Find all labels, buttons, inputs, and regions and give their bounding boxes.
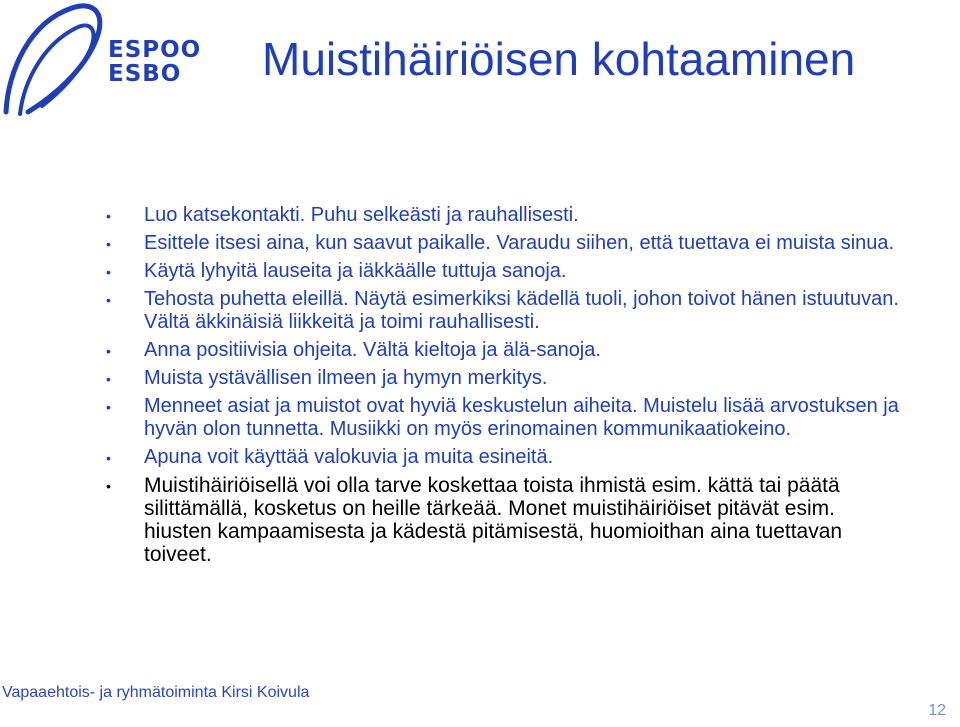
- bullet-item: [106, 260, 906, 283]
- bullet-text: Menneet asiat ja muistot ovat hyviä keskustelun aiheita. Muistelu lisää arvostuksen ja hyvän olon tunnetta. Musiikki on myös erinomainen kommunikaatiokeino.: [144, 395, 899, 440]
- bullet-dot-icon: •: [106, 208, 111, 224]
- logo-wordmark: [108, 38, 201, 86]
- bullet-item: [106, 367, 906, 390]
- bullet-dot-icon: •: [106, 264, 111, 280]
- bullet-dot-icon: •: [106, 371, 111, 387]
- bullet-dot-icon: •: [106, 292, 111, 308]
- bullet-item: [106, 288, 906, 334]
- bullet-dot-icon: •: [106, 399, 111, 415]
- bullet-text: Muista ystävällisen ilmeen ja hymyn merkitys.: [144, 367, 548, 389]
- bullet-text: Apuna voit käyttää valokuvia ja muita esineitä.: [144, 446, 554, 468]
- bullet-item: [106, 339, 906, 362]
- bullet-item: [106, 474, 906, 566]
- bullet-item: [106, 204, 906, 227]
- bullet-dot-icon: •: [106, 478, 111, 494]
- bullet-dot-icon: •: [106, 236, 111, 252]
- slide-title: Muistihäiriöisen kohtaaminen: [262, 33, 856, 85]
- bullet-dot-icon: •: [106, 343, 111, 359]
- logo-line-espoo: ESPOO: [108, 37, 202, 63]
- footer-text: Vapaaehtois- ja ryhmätoiminta Kirsi Koivula: [2, 684, 310, 701]
- bullet-text: Tehosta puhetta eleillä. Näytä esimerkiksi kädellä tuoli, johon toivot hänen istuutuvan. Vältä äkkinäisiä liikkeitä ja toimi rauhallisesti.: [144, 288, 899, 333]
- bullet-text: Esittele itsesi aina, kun saavut paikalle. Varaudu siihen, että tuettava ei muista sinua.: [144, 232, 895, 254]
- bullet-item: [106, 446, 906, 469]
- logo-line-esbo: ESBO: [108, 61, 182, 87]
- bullet-dot-icon: •: [106, 450, 111, 466]
- bullet-text: Käytä lyhyitä lauseita ja iäkkäälle tuttuja sanoja.: [144, 260, 567, 282]
- bullet-item: [106, 232, 906, 255]
- espoo-logo: [0, 0, 200, 120]
- bullet-text: Luo katsekontakti. Puhu selkeästi ja rauhallisesti.: [144, 204, 579, 226]
- espoo-swirl-icon: [0, 0, 110, 120]
- bullet-text: Anna positiivisia ohjeita. Vältä kieltoja ja älä-sanoja.: [144, 339, 601, 361]
- bullet-list: [106, 204, 906, 571]
- page-number: 12: [928, 702, 946, 719]
- bullet-text: Muistihäiriöisellä voi olla tarve koskettaa toista ihmistä esim. kättä tai päätä silittämällä, kosketus on heille tärkeää. Monet muistihäiriöiset pitävät esim. hiusten kampaamisesta ja kädestä pitämisestä, huomioithan aina tuettavan toiveet.: [144, 474, 843, 566]
- bullet-item: [106, 395, 906, 441]
